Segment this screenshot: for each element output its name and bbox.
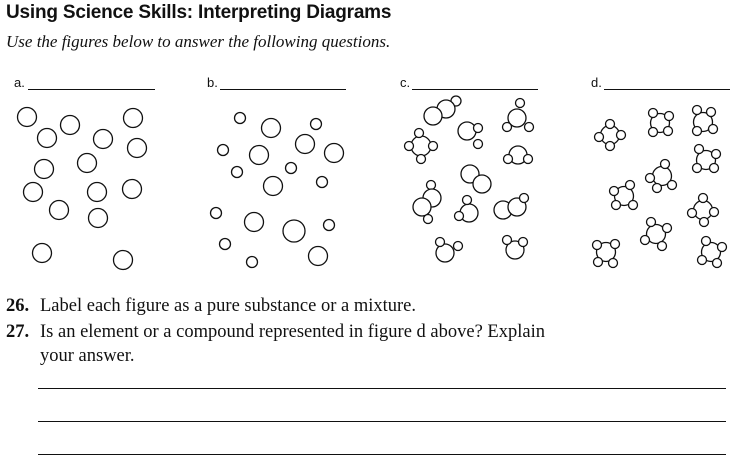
large-atom <box>296 135 315 154</box>
molecule <box>593 240 620 268</box>
molecule <box>405 129 438 164</box>
molecule <box>641 218 672 251</box>
figure-c-label: c. <box>400 75 411 90</box>
atom <box>89 209 108 228</box>
question-27-continuation: your answer. <box>40 346 135 366</box>
atom <box>18 108 37 127</box>
large-atom <box>325 144 344 163</box>
atom <box>123 180 142 199</box>
large-atom <box>262 119 281 138</box>
atom <box>33 244 52 263</box>
molecule <box>458 122 483 149</box>
molecule <box>503 99 534 132</box>
question-number: 26. <box>6 296 30 316</box>
molecule <box>455 196 479 223</box>
large-atom <box>283 220 305 242</box>
figure-b-label: b. <box>207 75 218 90</box>
large-atom <box>309 247 328 266</box>
figure-d-label: d. <box>591 75 602 90</box>
molecule <box>461 165 491 193</box>
small-atom <box>247 257 258 268</box>
small-atom <box>211 208 222 219</box>
molecule <box>693 145 721 173</box>
large-atom <box>264 177 283 196</box>
atom <box>128 139 147 158</box>
atom <box>35 160 54 179</box>
molecule <box>503 236 528 260</box>
small-atom <box>220 239 231 250</box>
molecule <box>436 238 463 263</box>
molecule <box>504 146 533 164</box>
atom <box>114 251 133 270</box>
molecule <box>413 181 441 224</box>
small-atom <box>286 163 297 174</box>
figure-a-diagram <box>18 108 147 270</box>
answer-line[interactable] <box>38 421 726 422</box>
small-atom <box>218 145 229 156</box>
molecule <box>610 181 638 210</box>
molecule <box>649 109 674 137</box>
atom <box>61 116 80 135</box>
small-atom <box>311 119 322 130</box>
small-atom <box>235 113 246 124</box>
molecule <box>688 194 719 227</box>
molecule <box>424 96 461 125</box>
small-atom <box>317 177 328 188</box>
figure-c-diagram <box>405 96 534 262</box>
molecule <box>595 120 626 151</box>
atom <box>78 154 97 173</box>
answer-line[interactable] <box>38 388 726 389</box>
question-text: Label each figure as a pure substance or a mixture. <box>40 296 416 316</box>
small-atom <box>324 220 335 231</box>
atom <box>94 130 113 149</box>
atom <box>124 109 143 128</box>
molecule <box>698 237 727 268</box>
large-atom <box>250 146 269 165</box>
question-27 <box>6 322 545 343</box>
figure-b-diagram <box>211 113 344 268</box>
small-atom <box>232 167 243 178</box>
atom <box>38 129 57 148</box>
figure-d-diagram <box>593 106 727 268</box>
instructions: Use the figures below to answer the following questions. <box>6 32 391 51</box>
molecule <box>646 160 677 193</box>
answer-line[interactable] <box>38 454 726 455</box>
question-26 <box>6 296 416 317</box>
atom <box>24 183 43 202</box>
molecule <box>693 106 718 136</box>
question-text: Is an element or a compound represented in figure d above? Explain <box>40 322 545 342</box>
molecule <box>494 194 529 220</box>
figure-a-label: a. <box>14 75 25 90</box>
large-atom <box>245 213 264 232</box>
worksheet-title: Using Science Skills: Interpreting Diagrams <box>6 2 392 23</box>
atom <box>88 183 107 202</box>
question-number: 27. <box>6 322 30 342</box>
atom <box>50 201 69 220</box>
